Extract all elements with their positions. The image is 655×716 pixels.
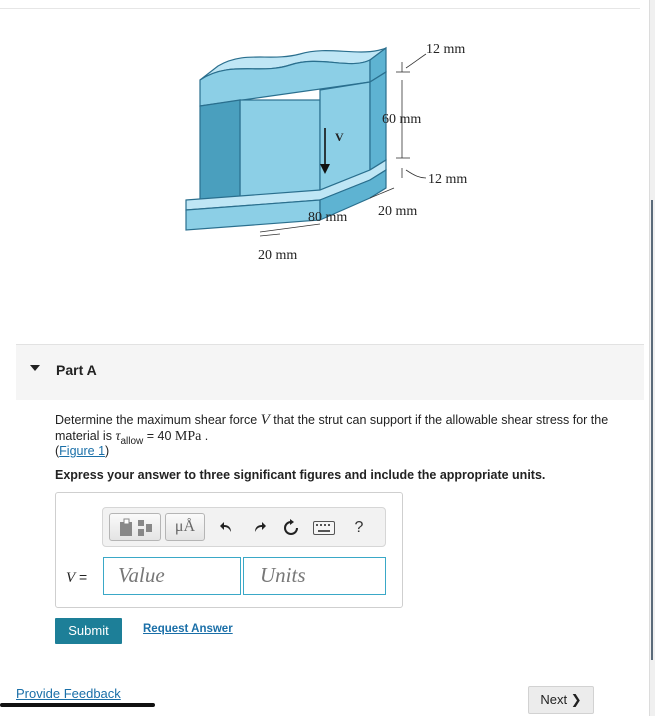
- units-input[interactable]: Units: [243, 557, 386, 595]
- dim-bottom-flange: 12 mm: [428, 172, 468, 187]
- dim-flange-width: 80 mm: [308, 210, 348, 225]
- strut-figure: [170, 20, 490, 270]
- answer-instruction: Express your answer to three significant figures and include the appropriate units.: [55, 468, 546, 482]
- question-text-part2: that the strut can support if the allowable shear stress for the material is: [55, 413, 609, 443]
- dim-web-thickness: 20 mm: [378, 204, 418, 219]
- figure-1-link[interactable]: Figure 1: [59, 444, 106, 458]
- tau-subscript: allow: [120, 435, 144, 447]
- figure-reference: [55, 444, 109, 458]
- shear-force-label: V: [335, 130, 344, 144]
- dim-web-thickness-bottom: 20 mm: [258, 248, 298, 263]
- value-input[interactable]: Value: [103, 557, 241, 595]
- undo-icon[interactable]: [215, 516, 239, 540]
- provide-feedback-link[interactable]: Provide Feedback: [16, 686, 121, 701]
- redo-icon[interactable]: [247, 516, 271, 540]
- question-unit: MPa: [174, 429, 202, 444]
- top-divider: [0, 8, 640, 9]
- help-button[interactable]: ?: [354, 519, 364, 536]
- next-button[interactable]: Next ❯: [528, 686, 594, 714]
- question-text-part1: Determine the maximum shear force: [55, 413, 261, 427]
- keyboard-icon[interactable]: [309, 516, 339, 540]
- answer-equals: =: [75, 569, 88, 585]
- question-equals: = 40: [143, 429, 175, 443]
- bottom-bar: [0, 703, 155, 707]
- submit-button[interactable]: Submit: [55, 618, 122, 644]
- units-label: μÅ: [174, 518, 196, 535]
- caret-down-icon[interactable]: [30, 365, 40, 371]
- request-answer-link[interactable]: Request Answer: [143, 623, 233, 635]
- part-title: Part A: [56, 362, 97, 378]
- question-var-v: V: [260, 412, 270, 428]
- question-period: .: [201, 429, 209, 443]
- dim-top-flange: 12 mm: [426, 42, 466, 57]
- fraction-templates-icon: [110, 514, 162, 542]
- units-button[interactable]: [165, 513, 205, 541]
- reset-icon[interactable]: [279, 516, 303, 540]
- part-a-header[interactable]: [16, 344, 644, 400]
- answer-variable: V: [66, 570, 76, 586]
- tau-symbol: τ: [115, 429, 121, 444]
- answer-box: [55, 492, 403, 608]
- math-toolbar: [102, 507, 386, 547]
- tau-allow: [115, 429, 144, 447]
- dim-web-height: 60 mm: [382, 112, 422, 127]
- templates-button[interactable]: [109, 513, 161, 541]
- scrollbar-track[interactable]: [649, 0, 655, 716]
- figure-paren-close: ): [105, 444, 110, 458]
- scrollbar-thumb[interactable]: [651, 200, 653, 660]
- answer-variable-label: [66, 569, 87, 587]
- figure-paren-open: (: [55, 444, 60, 458]
- question-text: [55, 412, 635, 450]
